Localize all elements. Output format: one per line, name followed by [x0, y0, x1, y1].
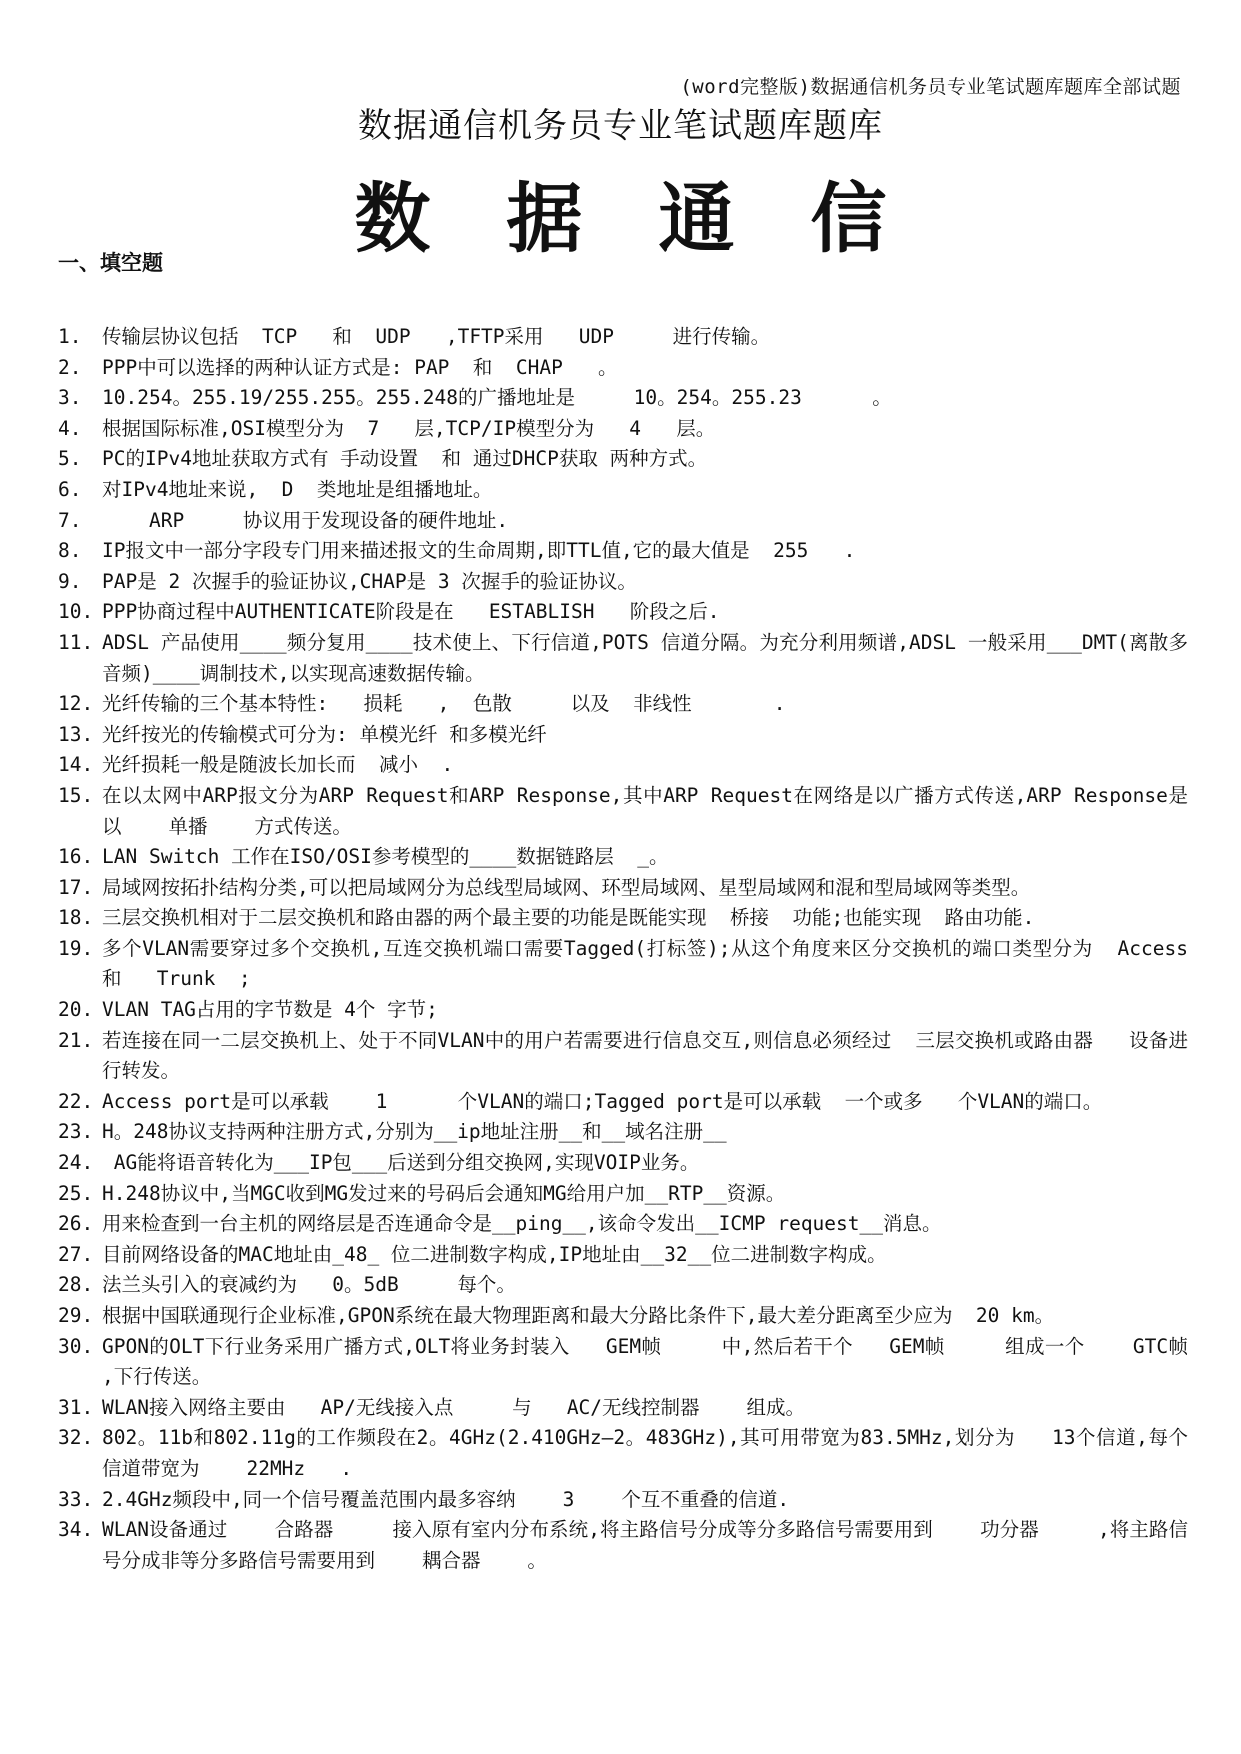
question-item	[58, 1485, 1188, 1516]
question-text: 在以太网中ARP报文分为ARP Request和ARP Response,其中ARP Request在网络是以广播方式传送,ARP Response是以 单播 方式传送。	[102, 783, 1188, 838]
question-item	[58, 1179, 1188, 1210]
question-item	[58, 536, 1188, 567]
question-number: 7.	[58, 508, 82, 532]
question-number: 20.	[58, 998, 94, 1022]
question-number: 27.	[58, 1242, 94, 1266]
question-text: WLAN设备通过 合路器 接入原有室内分布系统,将主路信号分成等分多路信号需要用到 功分器 ,将主路信号分成非等分多路信号需要用到 耦合器 。	[102, 1518, 1188, 1572]
question-number: 8.	[58, 539, 82, 563]
question-item	[58, 1209, 1188, 1240]
question-number: 4.	[58, 416, 82, 440]
question-item	[58, 567, 1188, 598]
question-text: PC的IPv4地址获取方式有 手动设置 和 通过DHCP获取 两种方式。	[102, 447, 708, 471]
question-text: 法兰头引入的衰减约为 0。5dB 每个。	[102, 1273, 516, 1297]
question-item	[58, 475, 1188, 506]
question-number: 1.	[58, 325, 82, 348]
question-number: 25.	[58, 1181, 94, 1205]
running-header: (word完整版)数据通信机务员专业笔试题库题库全部试题	[680, 76, 1181, 98]
question-item	[58, 689, 1188, 720]
question-text: 2.4GHz频段中,同一个信号覆盖范围内最多容纳 3 个互不重叠的信道.	[102, 1487, 790, 1511]
question-list	[58, 322, 1235, 1576]
question-text: 根据国际标准,OSI模型分为 7 层,TCP/IP模型分为 4 层。	[102, 416, 716, 440]
question-item	[58, 781, 1188, 842]
question-text: AG能将语音转化为___IP包___后送到分组交换网,实现VOIP业务。	[102, 1151, 700, 1175]
question-text: 10.254。255.19/255.255。255.248的广播地址是 10。254。255.23 。	[102, 386, 892, 410]
question-item	[58, 903, 1188, 934]
question-number: 30.	[58, 1334, 94, 1358]
question-text: PPP协商过程中AUTHENTICATE阶段是在 ESTABLISH 阶段之后.	[102, 600, 720, 624]
question-number: 5.	[58, 447, 82, 471]
question-text: ADSL 产品使用____频分复用____技术使上、下行信道,POTS 信道分隔。为充分利用频谱,ADSL 一般采用___DMT(离散多音频)____调制技术,以实现高速数据传输。	[102, 630, 1188, 685]
question-number: 14.	[58, 753, 94, 777]
question-item	[58, 750, 1188, 781]
question-item	[58, 1423, 1188, 1484]
document-subtitle: 数据通信机务员专业笔试题库题库	[358, 106, 883, 146]
question-number: 31.	[58, 1395, 94, 1419]
question-item	[58, 842, 1188, 873]
question-number: 9.	[58, 569, 82, 593]
question-text: H.248协议中,当MGC收到MG发过来的号码后会通知MG给用户加__RTP__资源。	[102, 1181, 786, 1205]
question-item	[58, 934, 1224, 995]
question-text: 802。11b和802.11g的工作频段在2。4GHz(2.410GHz—2。483GHz),其可用带宽为83.5MHz,划分为 13个信道,每个信道带宽为 22MHz .	[102, 1426, 1188, 1480]
question-text: 局域网按拓扑结构分类,可以把局域网分为总线型局域网、环型局域网、星型局域网和混和型局域网等类型。	[102, 875, 1031, 899]
question-text: PAP是 2 次握手的验证协议,CHAP是 3 次握手的验证协议。	[102, 569, 637, 593]
question-number: 17.	[58, 875, 94, 899]
question-number: 13.	[58, 722, 94, 746]
question-number: 24.	[58, 1151, 94, 1175]
question-text: 光纤损耗一般是随波长加长而 减小 .	[102, 753, 454, 777]
question-item	[58, 720, 1188, 751]
question-text: GPON的OLT下行业务采用广播方式,OLT将业务封装入 GEM帧 中,然后若干个 GEM帧 组成一个 GTC帧 ,下行传送。	[102, 1334, 1235, 1389]
question-item	[58, 506, 1188, 537]
question-item	[58, 628, 1188, 689]
question-item	[58, 322, 1188, 353]
question-item	[58, 1332, 1235, 1393]
section-heading: 一、填空题	[58, 251, 163, 275]
question-number: 16.	[58, 845, 94, 869]
question-item	[58, 1087, 1188, 1118]
question-item	[58, 1515, 1188, 1576]
question-text: WLAN接入网络主要由 AP/无线接入点 与 AC/无线控制器 组成。	[102, 1395, 806, 1419]
question-text: PPP中可以选择的两种认证方式是: PAP 和 CHAP 。	[102, 355, 618, 379]
question-text: 三层交换机相对于二层交换机和路由器的两个最主要的功能是既能实现 桥接 功能;也能实现 路由功能.	[102, 906, 1035, 930]
question-item	[58, 353, 1188, 384]
question-item	[58, 444, 1188, 475]
question-number: 33.	[58, 1487, 94, 1511]
question-number: 10.	[58, 600, 94, 624]
question-number: 15.	[58, 783, 94, 807]
question-text: 对IPv4地址来说, D 类地址是组播地址。	[102, 477, 493, 501]
question-number: 11.	[58, 630, 94, 654]
question-item	[58, 873, 1188, 904]
question-item	[58, 1301, 1188, 1332]
question-text: 传输层协议包括 TCP 和 UDP ,TFTP采用 UDP 进行传输。	[102, 325, 771, 348]
question-number: 26.	[58, 1212, 94, 1236]
question-number: 2.	[58, 355, 82, 379]
question-number: 21.	[58, 1028, 94, 1052]
question-text: 若连接在同一二层交换机上、处于不同VLAN中的用户若需要进行信息交互,则信息必须经过 三层交换机或路由器 设备进行转发。	[102, 1028, 1188, 1083]
question-item	[58, 414, 1188, 445]
question-text: IP报文中一部分字段专门用来描述报文的生命周期,即TTL值,它的最大值是 255 .	[102, 539, 856, 563]
question-number: 6.	[58, 477, 82, 501]
question-number: 29.	[58, 1304, 94, 1327]
question-number: 34.	[58, 1518, 94, 1542]
question-text: 目前网络设备的MAC地址由_48_ 位二进制数字构成,IP地址由__32__位二进制数字构成。	[102, 1242, 887, 1266]
question-item	[58, 1026, 1188, 1087]
question-number: 23.	[58, 1120, 94, 1144]
question-number: 18.	[58, 906, 94, 930]
question-text: Access port是可以承载 1 个VLAN的端口;Tagged port是可以承载 一个或多 个VLAN的端口。	[102, 1089, 1103, 1113]
question-item	[58, 1117, 1188, 1148]
question-item	[58, 383, 1188, 414]
question-text: 光纤按光的传输模式可分为: 单模光纤 和多模光纤	[102, 722, 547, 746]
question-item	[58, 1148, 1188, 1179]
question-number: 19.	[58, 936, 94, 960]
question-number: 3.	[58, 386, 82, 410]
document-title: 数据通信	[354, 174, 963, 263]
question-item	[58, 1393, 1188, 1424]
question-text: 多个VLAN需要穿过多个交换机,互连交换机端口需要Tagged(打标签);从这个角度来区分交换机的端口类型分为 Access 和 Trunk ;	[102, 936, 1224, 991]
question-item	[58, 1270, 1188, 1301]
question-number: 12.	[58, 692, 94, 716]
question-text: 根据中国联通现行企业标准,GPON系统在最大物理距离和最大分路比条件下,最大差分距离至少应为 20 km。	[102, 1304, 1055, 1327]
question-text: H。248协议支持两种注册方式,分别为__ip地址注册__和__域名注册__	[102, 1120, 727, 1144]
question-text: VLAN TAG占用的字节数是 4个 字节;	[102, 998, 438, 1022]
question-number: 32.	[58, 1426, 94, 1450]
question-number: 22.	[58, 1089, 94, 1113]
question-text: LAN Switch 工作在ISO/OSI参考模型的____数据链路层 _。	[102, 845, 669, 869]
question-text: ARP 协议用于发现设备的硬件地址.	[102, 508, 509, 532]
question-number: 28.	[58, 1273, 94, 1297]
question-item	[58, 995, 1188, 1026]
question-item	[58, 597, 1188, 628]
question-text: 用来检查到一台主机的网络层是否连通命令是__ping__,该命令发出__ICMP request__消息。	[102, 1212, 942, 1236]
question-text: 光纤传输的三个基本特性: 损耗 , 色散 以及 非线性 .	[102, 692, 786, 716]
question-item	[58, 1240, 1188, 1271]
